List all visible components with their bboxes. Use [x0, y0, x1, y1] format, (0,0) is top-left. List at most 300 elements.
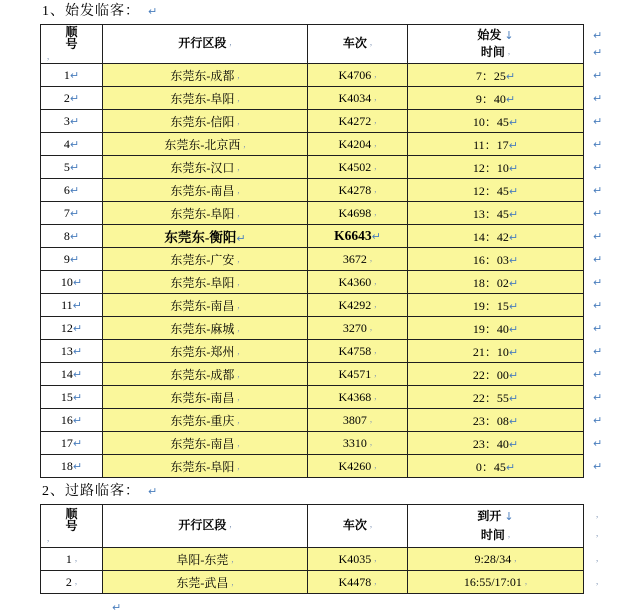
route-cell: [103, 317, 308, 340]
cell-end-mark-icon: ,: [47, 533, 50, 543]
time-text: 16:55/17:01: [463, 574, 522, 589]
header-train-no: 车次 ,: [308, 25, 408, 64]
train-no-cell: [308, 133, 408, 156]
time-cell: [408, 548, 584, 571]
route-cell: [103, 64, 308, 87]
cell-end-mark-icon: ,: [237, 161, 240, 172]
cell-end-mark-icon: ↵: [69, 68, 80, 82]
row-number: 12: [60, 320, 73, 335]
paragraph-return-icon: ↵: [593, 46, 603, 59]
cell-end-mark-icon: ,: [237, 184, 240, 195]
cell-end-mark-icon: ,: [374, 91, 377, 102]
paragraph-return-icon: ↵: [593, 436, 603, 450]
cell-end-mark-icon: ,: [74, 552, 78, 563]
time-cell: [408, 156, 584, 179]
paragraph-return-icon: ↵: [593, 68, 603, 82]
time-text: 0：45: [475, 459, 506, 474]
header-seq-no: 顺 号 ,: [41, 25, 103, 64]
route-cell: [103, 409, 308, 432]
paragraph-return-icon: ↵: [593, 413, 603, 427]
seq-no-cell: [41, 294, 103, 317]
route-cell: [103, 363, 308, 386]
cell-end-mark-icon: ↵: [69, 114, 80, 128]
cell-end-mark-icon: ↵: [371, 230, 381, 243]
cell-end-mark-icon: ↵: [236, 232, 246, 245]
time-text: 13：45: [472, 206, 509, 221]
cell-end-mark-icon: ,: [369, 413, 373, 424]
seq-no-cell: [41, 248, 103, 271]
table-row: [41, 386, 628, 409]
header-route: 开行区段 ,: [103, 505, 308, 548]
paragraph-return-icon: ↵: [148, 485, 159, 498]
cell-end-mark-icon: ↵: [508, 207, 519, 221]
cell-end-mark-icon: ↵: [72, 344, 83, 358]
cell-end-mark-icon: ↵: [508, 138, 518, 152]
train-no-cell: [308, 455, 408, 478]
route-text: 东莞东-重庆: [170, 413, 235, 428]
cell-end-mark-icon: ,: [374, 137, 377, 148]
paragraph-return-icon: ↵: [148, 5, 159, 18]
cell-end-mark-icon: ,: [237, 345, 240, 356]
departure-trains-rows: [41, 64, 628, 478]
seq-no-cell: [41, 64, 103, 87]
train-no-text: K4368: [338, 389, 372, 404]
paragraph-return-icon: ↵: [112, 601, 122, 614]
cell-end-mark-icon: ,: [374, 298, 377, 309]
time-cell: [408, 110, 584, 133]
time-cell: [408, 64, 584, 87]
table-row: [41, 548, 628, 571]
paragraph-return-icon: ↵: [593, 137, 603, 151]
time-text: 19：40: [472, 321, 509, 336]
time-cell: [408, 455, 584, 478]
cell-end-mark-icon: ,: [237, 460, 240, 471]
time-text: 23：08: [472, 413, 509, 428]
cell-end-mark-icon: ,: [596, 509, 599, 519]
train-no-text: K4502: [338, 159, 372, 174]
route-text: 东莞东-衡阳: [164, 230, 237, 245]
row-number: 15: [60, 389, 73, 404]
table-row: [41, 248, 628, 271]
train-no-cell: [308, 64, 408, 87]
passing-trains-rows: [41, 548, 628, 594]
table-row: [41, 317, 628, 340]
train-no-text: K4571: [338, 366, 372, 381]
cell-end-mark-icon: ↵: [508, 368, 519, 382]
time-cell: [408, 340, 584, 363]
route-text: 东莞东-南昌: [170, 183, 235, 198]
train-no-cell: [308, 409, 408, 432]
row-end-margin: [584, 87, 628, 110]
route-text: 东莞东-北京西: [164, 137, 241, 152]
row-number: 9: [63, 251, 70, 266]
route-cell: [103, 248, 308, 271]
header-route: 开行区段 ,: [103, 25, 308, 64]
row-end-margin: [584, 340, 628, 363]
seq-no-cell: [41, 179, 103, 202]
paragraph-return-icon: ,: [596, 575, 599, 586]
cell-end-mark-icon: ↵: [72, 275, 83, 289]
paragraph-return-icon: ↵: [593, 229, 603, 243]
cell-end-mark-icon: ↵: [69, 137, 80, 151]
cell-end-mark-icon: ,: [374, 206, 377, 217]
row-end-margin: [584, 294, 628, 317]
cell-end-mark-icon: ,: [237, 322, 240, 333]
time-cell: [408, 409, 584, 432]
train-no-cell: [308, 179, 408, 202]
time-text: 21：10: [472, 344, 509, 359]
row-number: 18: [60, 458, 73, 473]
time-cell: [408, 87, 584, 110]
route-cell: [103, 133, 308, 156]
table-row: [41, 156, 628, 179]
seq-no-cell: [41, 409, 103, 432]
row-number: 11: [61, 297, 73, 312]
seq-no-cell: [41, 156, 103, 179]
route-text: 东莞东-信阳: [170, 114, 235, 129]
table-row: [41, 571, 628, 594]
row-number: 7: [63, 205, 70, 220]
cell-end-mark-icon: ↵: [508, 322, 519, 336]
cell-end-mark-icon: ↵: [508, 276, 519, 290]
row-end-margin: [584, 64, 628, 87]
time-cell: [408, 179, 584, 202]
cell-end-mark-icon: ,: [243, 138, 246, 149]
cell-end-mark-icon: ↵: [72, 298, 82, 312]
cell-end-mark-icon: ,: [237, 253, 240, 264]
cell-end-mark-icon: ↵: [72, 390, 83, 404]
time-text: 22：00: [472, 367, 509, 382]
cell-end-mark-icon: ,: [374, 114, 377, 125]
train-no-cell: [308, 317, 408, 340]
paragraph-return-icon: ↵: [593, 390, 603, 404]
train-no-cell: [308, 340, 408, 363]
cell-end-mark-icon: ,: [514, 552, 517, 563]
route-text: 东莞东-南昌: [170, 436, 235, 451]
paragraph-return-icon: ↵: [593, 321, 603, 335]
section-1-heading: [42, 2, 635, 22]
time-cell: [408, 294, 584, 317]
table-row: [41, 432, 628, 455]
line-break-icon: ↓: [504, 28, 514, 42]
time-text: 11：17: [473, 137, 509, 152]
row-number: 3: [63, 113, 70, 128]
table-row: [41, 455, 628, 478]
train-no-text: 3310: [342, 435, 367, 450]
cell-end-mark-icon: ↵: [72, 321, 83, 335]
route-cell: [103, 432, 308, 455]
table-row: [41, 294, 628, 317]
cell-end-mark-icon: ,: [369, 519, 373, 529]
route-cell: [103, 455, 308, 478]
seq-no-cell: [41, 271, 103, 294]
table-row: [41, 133, 628, 156]
seq-no-cell: [41, 571, 103, 594]
time-text: 16：03: [472, 252, 509, 267]
row-end-margin: [584, 505, 628, 548]
cell-end-mark-icon: ,: [237, 69, 240, 80]
paragraph-return-icon: ↵: [593, 275, 603, 289]
time-cell: [408, 133, 584, 156]
document-end-paragraph: [112, 598, 635, 616]
time-cell: [408, 225, 584, 248]
header-arrive-depart-time: 到开 ↓ 时间 ,: [408, 505, 584, 548]
row-number: 17: [60, 435, 73, 450]
train-no-text: K4478: [338, 574, 372, 589]
train-no-cell: [308, 294, 408, 317]
time-text: 10：45: [472, 114, 509, 129]
row-end-margin: [584, 133, 628, 156]
route-cell: [103, 87, 308, 110]
table-header-row: [41, 505, 628, 548]
table-row: [41, 110, 628, 133]
row-number: 13: [60, 343, 73, 358]
train-no-text: K4758: [338, 343, 372, 358]
time-text: 9:28/34: [474, 551, 512, 566]
time-cell: [408, 363, 584, 386]
train-no-text: K4278: [338, 182, 372, 197]
table-row: [41, 271, 628, 294]
row-end-margin: [584, 548, 628, 571]
cell-end-mark-icon: ↵: [69, 252, 80, 266]
route-cell: [103, 110, 308, 133]
cell-end-mark-icon: ,: [374, 459, 377, 470]
cell-end-mark-icon: ↵: [69, 183, 80, 197]
route-text: 东莞东-南昌: [170, 298, 235, 313]
paragraph-return-icon: ↵: [593, 29, 603, 42]
cell-end-mark-icon: ,: [374, 344, 377, 355]
cell-end-mark-icon: ,: [74, 575, 78, 586]
paragraph-return-icon: ↵: [593, 160, 603, 174]
cell-end-mark-icon: ↵: [69, 229, 80, 243]
train-no-cell: [308, 571, 408, 594]
route-cell: [103, 548, 308, 571]
train-no-cell: [308, 548, 408, 571]
cell-end-mark-icon: ,: [524, 575, 528, 586]
cell-end-mark-icon: ,: [369, 321, 373, 332]
train-no-text: K4706: [338, 67, 372, 82]
cell-end-mark-icon: ,: [229, 519, 232, 529]
cell-end-mark-icon: ↵: [508, 161, 519, 175]
train-no-text: K4360: [338, 274, 372, 289]
section-2-heading-text: 2、过路临客：: [42, 484, 140, 499]
route-cell: [103, 571, 308, 594]
row-number: 8: [63, 228, 70, 243]
cell-end-mark-icon: ↵: [69, 91, 80, 105]
route-text: 东莞东-汉口: [170, 160, 235, 175]
cell-end-mark-icon: ,: [47, 51, 50, 61]
time-cell: [408, 202, 584, 225]
route-cell: [103, 179, 308, 202]
header-seq-no: 顺 号 ,: [41, 505, 103, 548]
train-no-text: 3807: [342, 412, 367, 427]
train-no-cell: [308, 432, 408, 455]
train-no-cell: [308, 225, 408, 248]
route-cell: [103, 340, 308, 363]
cell-end-mark-icon: ↵: [508, 437, 519, 451]
route-cell: [103, 294, 308, 317]
seq-no-cell: [41, 340, 103, 363]
cell-end-mark-icon: ↵: [72, 459, 83, 473]
seq-no-cell: [41, 432, 103, 455]
row-end-margin: [584, 317, 628, 340]
paragraph-return-icon: ↵: [593, 183, 603, 197]
route-cell: [103, 156, 308, 179]
departure-trains-table: [40, 24, 628, 478]
time-text: 9：40: [475, 91, 506, 106]
time-text: 22：55: [472, 390, 509, 405]
time-cell: [408, 432, 584, 455]
seq-no-cell: [41, 133, 103, 156]
paragraph-return-icon: ↵: [593, 298, 603, 312]
route-text: 东莞东-南昌: [170, 390, 235, 405]
seq-no-cell: [41, 455, 103, 478]
seq-no-cell: [41, 317, 103, 340]
time-cell: [408, 271, 584, 294]
cell-end-mark-icon: ,: [237, 276, 240, 287]
cell-end-mark-icon: ↵: [505, 460, 516, 474]
time-text: 12：45: [472, 183, 509, 198]
train-no-cell: [308, 87, 408, 110]
table-row: [41, 363, 628, 386]
table-row: [41, 64, 628, 87]
time-cell: [408, 386, 584, 409]
cell-end-mark-icon: ,: [374, 275, 377, 286]
header-departure-time: 始发 ↓ 时间 ,: [408, 25, 584, 64]
row-end-margin: [584, 363, 628, 386]
cell-end-mark-icon: ,: [237, 92, 240, 103]
row-number: 4: [63, 136, 70, 151]
train-no-cell: [308, 202, 408, 225]
route-text: 东莞-武昌: [176, 575, 229, 590]
route-text: 东莞东-广安: [170, 252, 235, 267]
row-end-margin: [584, 432, 628, 455]
time-text: 14：42: [472, 229, 509, 244]
cell-end-mark-icon: ↵: [508, 391, 519, 405]
seq-no-cell: [41, 548, 103, 571]
row-end-margin: [584, 571, 628, 594]
time-text: 23：40: [472, 436, 509, 451]
row-end-margin: [584, 110, 628, 133]
route-cell: [103, 225, 308, 248]
train-no-cell: [308, 110, 408, 133]
cell-end-mark-icon: ,: [231, 553, 234, 564]
train-no-text: K4260: [338, 458, 372, 473]
cell-end-mark-icon: ↵: [508, 299, 519, 313]
seq-no-cell: [41, 87, 103, 110]
cell-end-mark-icon: ↵: [505, 92, 516, 106]
train-no-text: K4204: [338, 136, 372, 151]
cell-end-mark-icon: ,: [596, 528, 599, 538]
cell-end-mark-icon: ,: [374, 183, 377, 194]
cell-end-mark-icon: ,: [507, 528, 511, 539]
train-no-cell: [308, 156, 408, 179]
cell-end-mark-icon: ,: [374, 367, 377, 378]
row-number: 14: [60, 366, 73, 381]
train-no-text: K6643: [334, 228, 372, 243]
cell-end-mark-icon: ,: [374, 68, 377, 79]
paragraph-return-icon: ,: [596, 552, 599, 563]
route-text: 东莞东-成都: [170, 68, 235, 83]
train-no-cell: [308, 386, 408, 409]
cell-end-mark-icon: ,: [369, 252, 373, 263]
cell-end-mark-icon: ↵: [69, 160, 80, 174]
cell-end-mark-icon: ,: [237, 414, 240, 425]
route-cell: [103, 271, 308, 294]
row-end-margin: [584, 156, 628, 179]
cell-end-mark-icon: ,: [237, 115, 240, 126]
time-text: 18：02: [472, 275, 509, 290]
table-header-row: [41, 25, 628, 64]
cell-end-mark-icon: ,: [237, 391, 240, 402]
cell-end-mark-icon: ↵: [508, 414, 519, 428]
train-no-text: K4292: [338, 297, 372, 312]
cell-end-mark-icon: ↵: [508, 230, 519, 244]
time-cell: [408, 248, 584, 271]
time-cell: [408, 317, 584, 340]
row-end-margin: [584, 25, 628, 64]
row-number: 1: [63, 67, 70, 82]
paragraph-return-icon: ↵: [593, 114, 603, 128]
train-no-cell: [308, 248, 408, 271]
row-end-margin: [584, 271, 628, 294]
cell-end-mark-icon: ↵: [508, 345, 519, 359]
train-no-text: 3672: [342, 251, 367, 266]
row-end-margin: [584, 455, 628, 478]
cell-end-mark-icon: ,: [374, 390, 377, 401]
table-row: [41, 340, 628, 363]
paragraph-return-icon: ↵: [593, 252, 603, 266]
route-text: 东莞东-阜阳: [170, 275, 235, 290]
row-number: 5: [63, 159, 70, 174]
cell-end-mark-icon: ↵: [508, 184, 519, 198]
header-train-no: 车次 ,: [308, 505, 408, 548]
train-no-cell: [308, 271, 408, 294]
route-cell: [103, 386, 308, 409]
route-text: 东莞东-麻城: [170, 321, 235, 336]
route-text: 阜阳-东莞: [176, 552, 229, 567]
row-number: 2: [65, 574, 72, 589]
line-break-icon: ↓: [504, 509, 514, 523]
cell-end-mark-icon: ,: [237, 437, 240, 448]
paragraph-return-icon: ↵: [593, 459, 603, 473]
cell-end-mark-icon: ↵: [72, 413, 83, 427]
cell-end-mark-icon: ,: [237, 368, 240, 379]
train-no-text: K4698: [338, 205, 372, 220]
table-row: [41, 87, 628, 110]
train-no-text: K4035: [338, 551, 372, 566]
seq-no-cell: [41, 225, 103, 248]
time-text: 12：10: [472, 160, 509, 175]
route-text: 东莞东-阜阳: [170, 91, 235, 106]
table-row: [41, 409, 628, 432]
train-no-cell: [308, 363, 408, 386]
row-number: 1: [65, 551, 72, 566]
route-text: 东莞东-阜阳: [170, 459, 235, 474]
route-text: 东莞东-阜阳: [170, 206, 235, 221]
cell-end-mark-icon: ↵: [72, 367, 83, 381]
cell-end-mark-icon: ↵: [505, 69, 516, 83]
time-cell: [408, 571, 584, 594]
table-row: [41, 225, 628, 248]
route-cell: [103, 202, 308, 225]
cell-end-mark-icon: ,: [237, 207, 240, 218]
train-no-text: K4272: [338, 113, 372, 128]
row-number: 16: [60, 412, 73, 427]
section-1-heading-text: 1、始发临客：: [42, 4, 140, 19]
table-row: [41, 179, 628, 202]
table-row: [41, 202, 628, 225]
